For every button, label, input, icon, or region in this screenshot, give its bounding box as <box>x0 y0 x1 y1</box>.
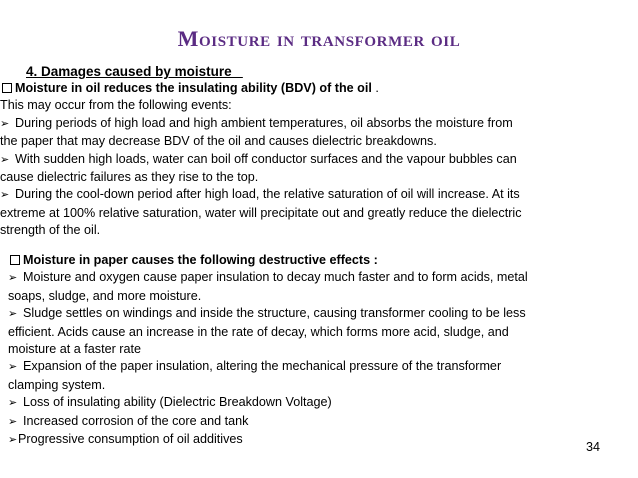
list-item <box>8 358 634 376</box>
paper-heading: Moisture in paper causes the following destructive effects : <box>23 253 378 267</box>
oil-heading-tail: . <box>371 81 379 95</box>
list-item-text: Progressive consumption of oil additives <box>18 432 243 447</box>
arrow-bullet-icon: ➢ <box>0 153 10 166</box>
list-item-continuation: clamping system. <box>8 377 106 392</box>
arrow-bullet-icon: ➢ <box>0 117 10 130</box>
oil-heading-line <box>0 80 638 97</box>
list-item-continuation: the paper that may decrease BDV of the oil and causes dielectric breakdowns. <box>0 134 437 149</box>
arrow-bullet-icon: ➢ <box>8 361 18 374</box>
page-number: 34 <box>586 440 601 454</box>
list-item <box>0 115 638 133</box>
list-item-text: During periods of high load and high ambient temperatures, oil absorbs the moisture from <box>15 115 513 130</box>
paper-heading-line <box>8 252 634 269</box>
checkbox-bullet-icon <box>2 83 12 93</box>
list-item-text: Sludge settles on windings and inside the structure, causing transformer cooling to be less <box>23 306 526 321</box>
list-item <box>8 394 634 412</box>
list-item-text: Increased corrosion of the core and tank <box>23 413 249 428</box>
slide-title: Moisture in transformer oil <box>177 26 461 51</box>
oil-moisture-block <box>0 80 638 240</box>
list-item-text: With sudden high loads, water can boil off conductor surfaces and the vapour bubbles can <box>15 151 517 166</box>
list-item-continuation: moisture at a faster rate <box>8 342 141 357</box>
checkbox-bullet-icon <box>10 255 20 265</box>
arrow-bullet-icon: ➢ <box>8 415 18 428</box>
arrow-bullet-icon: ➢ <box>0 189 10 202</box>
arrow-bullet-icon: ➢ <box>8 272 18 285</box>
list-item <box>8 413 634 431</box>
arrow-bullet-icon: ➢ <box>8 308 18 321</box>
list-item-continuation: efficient. Acids cause an increase in the rate of decay, which forms more acid, sludge, and <box>8 324 509 339</box>
list-item <box>0 186 638 204</box>
paper-moisture-block <box>8 252 634 449</box>
list-item-text: Loss of insulating ability (Dielectric Breakdown Voltage) <box>23 395 332 410</box>
list-item-text: Moisture and oxygen cause paper insulation to decay much faster and to form acids, metal <box>23 270 528 285</box>
list-item <box>8 305 634 323</box>
arrow-bullet-icon: ➢ <box>8 397 18 410</box>
list-item-text: Expansion of the paper insulation, altering the mechanical pressure of the transformer <box>23 359 502 374</box>
list-item <box>8 431 634 449</box>
list-item <box>8 269 634 287</box>
list-item-continuation: cause dielectric failures as they rise to the top. <box>0 170 259 185</box>
section-heading: 4. Damages caused by moisture <box>26 64 243 79</box>
list-item-text: During the cool-down period after high load, the relative saturation of oil will increase. At its <box>15 187 520 202</box>
list-item-continuation: strength of the oil. <box>0 223 101 238</box>
oil-heading: Moisture in oil reduces the insulating ability (BDV) of the oil <box>15 81 372 95</box>
oil-intro: This may occur from the following events: <box>0 98 232 113</box>
list-item-continuation: soaps, sludge, and more moisture. <box>8 288 202 303</box>
arrow-bullet-icon: ➢ <box>8 434 18 447</box>
list-item <box>0 151 638 169</box>
list-item-continuation: extreme at 100% relative saturation, water will precipitate out and greatly reduce the dielectric <box>0 205 522 220</box>
